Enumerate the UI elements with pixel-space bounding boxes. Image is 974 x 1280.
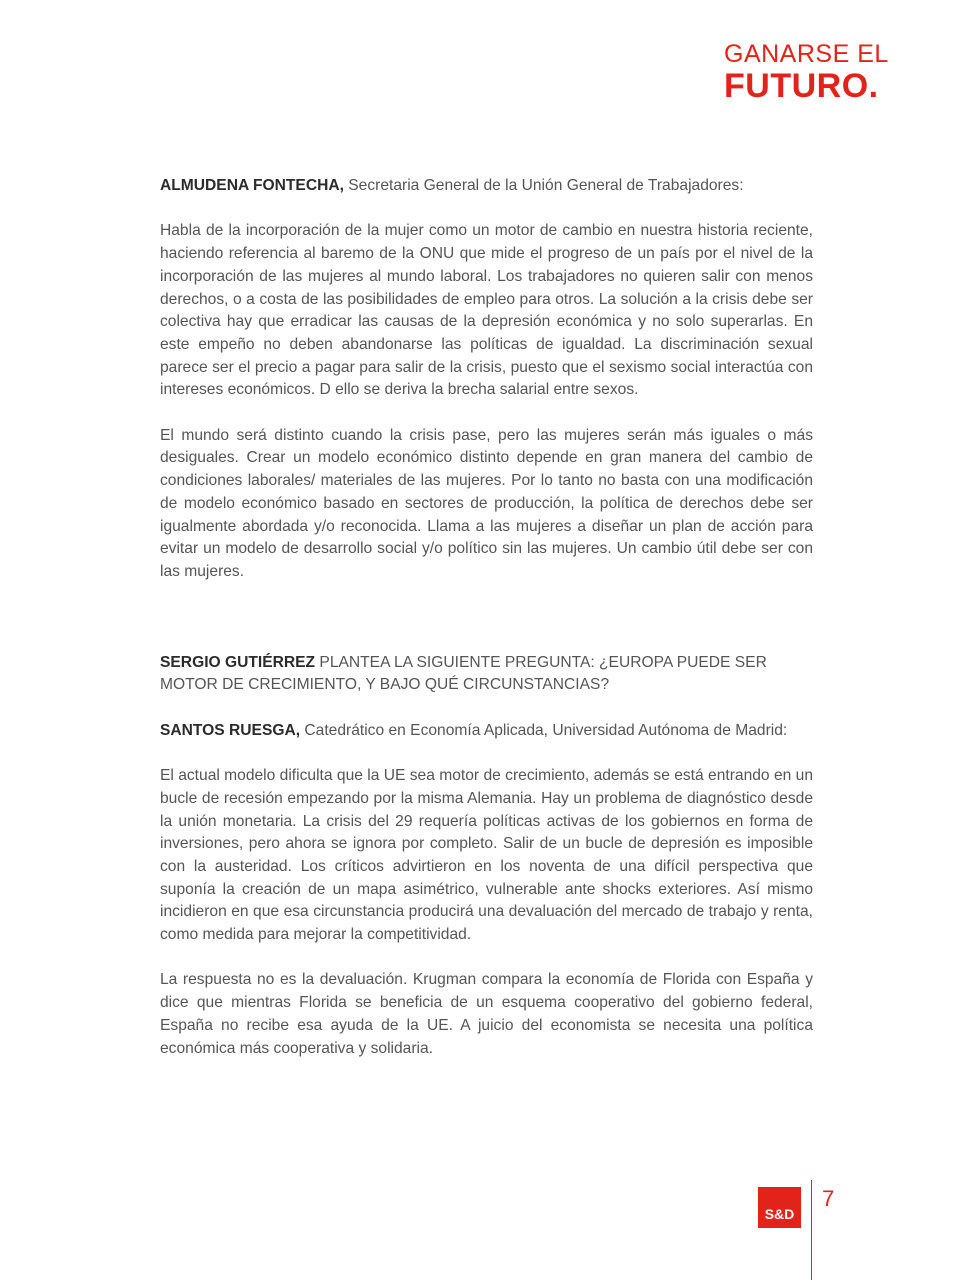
page-content <box>160 175 813 1083</box>
body-paragraph: El actual modelo dificulta que la UE sea motor de crecimiento, además se está entrando en un bucle de recesión empezando por la misma Alemania. Hay un problema de diagnóstico desde la unión monetaria. La crisis del 29 requería políticas activas de los gobiernos en forma de inversiones, pero ahora se ignora por completo. Salir de un bucle de depresión es imposible con la austeridad. Los críticos advirtieron en los noventa de una difícil perspectiva que suponía la creación de un mapa asimétrico, vulnerable ante shocks exteriores. Así mismo incidieron en que esa circunstancia producirá una devaluación del mercado de trabajo y renta, como medida para mejorar la competitividad. <box>160 767 813 944</box>
sd-logo: S&D <box>758 1187 801 1228</box>
question-heading <box>160 652 813 697</box>
speaker-name: SANTOS RUESGA, <box>160 721 301 739</box>
brand-tagline-top: GANARSE EL <box>724 40 889 68</box>
question-text: PLANTEA LA SIGUIENTE PREGUNTA: ¿EUROPA PUEDE SER MOTOR DE CRECIMIENTO, Y BAJO QUÉ CIRCUNSTANCIAS? <box>160 653 767 694</box>
brand-logo <box>724 42 924 103</box>
questioner-name: SERGIO GUTIÉRREZ <box>160 653 316 671</box>
page-number: 7 <box>822 1186 835 1211</box>
speaker-heading <box>160 175 813 198</box>
footer-divider <box>811 1180 812 1280</box>
brand-tagline-bottom: FUTURO. <box>724 67 879 105</box>
speaker-heading <box>160 720 813 743</box>
body-paragraph: El mundo será distinto cuando la crisis pase, pero las mujeres serán más iguales o más desiguales. Crear un modelo económico distinto depende en gran manera del cambio de condiciones laborales/ materiales de las mujeres. Por lo tanto no basta con una modificación de modelo económico basado en sectores de producción, la política de derechos debe ser igualmente abordada y/o reconocida. Llama a las mujeres a diseñar un plan de acción para evitar un modelo de desarrollo social y/o político sin las mujeres. Un cambio útil debe ser con las mujeres. <box>160 426 813 580</box>
speaker-role: Secretaria General de la Unión General de Trabajadores: <box>343 177 744 194</box>
body-paragraph: La respuesta no es la devaluación. Krugman compara la economía de Florida con España y dice que mientras Florida se beneficia de un esquema cooperativo del gobierno federal, España no recibe esa ayuda de la UE. A juicio del economista se necesita una política económica más cooperativa y solidaria. <box>160 971 813 1057</box>
speaker-name: ALMUDENA FONTECHA, <box>160 177 344 194</box>
body-paragraph: Habla de la incorporación de la mujer como un motor de cambio en nuestra historia reciente, haciendo referencia al baremo de la ONU que mide el progreso de un país por el nivel de la incorporación de las mujeres al mundo laboral. Los trabajadores no quieren salir con menos derechos, o a costa de las posibilidades de empleo para otros. La solución a la crisis debe ser colectiva hay que erradicar las causas de la depresión económica y no solo superarlas. En este empeño no deben abandonarse las políticas de igualdad. La discriminación sexual parece ser el precio a pagar para salir de la crisis, puesto que el sexismo social interactúa con intereses económicos. D ello se deriva la brecha salarial entre sexos. <box>160 222 813 399</box>
speaker-role: Catedrático en Economía Aplicada, Universidad Autónoma de Madrid: <box>300 721 788 739</box>
